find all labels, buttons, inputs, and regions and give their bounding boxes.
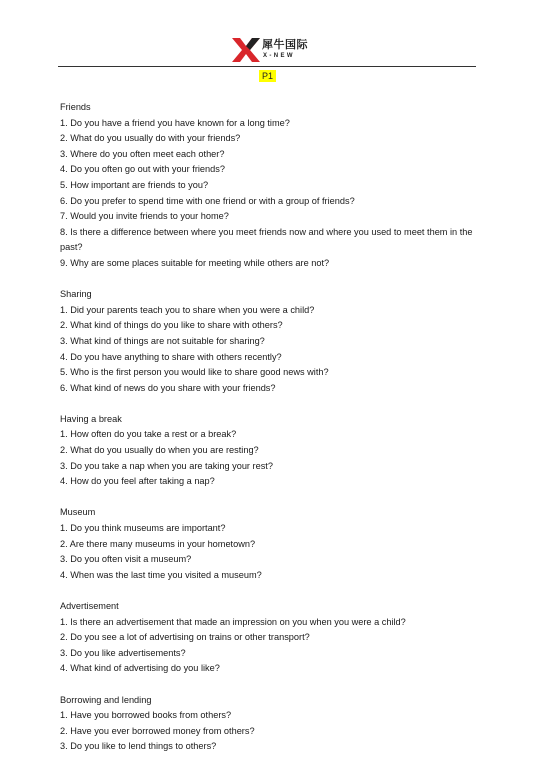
question-item: 3. What kind of things are not suitable for sharing? [60, 335, 265, 346]
topic-section [60, 287, 480, 396]
header-divider [58, 66, 476, 67]
question-item: 4. When was the last time you visited a museum? [60, 569, 262, 580]
question-item: 2. Have you ever borrowed money from others? [60, 725, 255, 736]
topic-title: Advertisement [60, 601, 119, 611]
question-item: 1. Do you think museums are important? [60, 523, 226, 534]
question-item: 8. Is there a difference between where you meet friends now and where you used to meet them in the past? [60, 226, 473, 253]
question-item: 1. Do you have a friend you have known for a long time? [60, 117, 290, 128]
topic-section [60, 412, 480, 490]
question-item: 2. Do you see a lot of advertising on trains or other transport? [60, 632, 310, 643]
topic-title: Friends [60, 102, 91, 112]
question-item: 3. Where do you often meet each other? [60, 148, 225, 159]
topic-section [60, 693, 480, 755]
question-item: 3. Do you like to lend things to others? [60, 741, 217, 752]
question-item: 5. How important are friends to you? [60, 179, 209, 190]
topic-title: Borrowing and lending [60, 694, 152, 705]
question-item: 3. Do you like advertisements? [60, 647, 186, 658]
question-item: 5. Who is the first person you would like to share good news with? [60, 367, 329, 378]
question-item: 3. Do you take a nap when you are taking your rest? [60, 460, 273, 471]
page-number-badge: P1 [259, 70, 276, 82]
question-item: 7. Would you invite friends to your home? [60, 211, 229, 222]
question-item: 6. Do you prefer to spend time with one friend or with a group of friends? [60, 195, 355, 206]
topic-title: Sharing [60, 289, 92, 300]
question-item: 9. Why are some places suitable for meeting while others are not? [60, 257, 330, 268]
x-logo-icon [232, 38, 260, 62]
question-item: 4. What kind of advertising do you like? [60, 663, 220, 674]
page-header [0, 0, 538, 81]
brand-name-cn: 犀牛国际 [262, 39, 308, 51]
question-item: 2. Are there many museums in your hometown? [60, 538, 256, 549]
question-item: 3. Do you often visit a museum? [60, 554, 192, 565]
topic-title: Museum [60, 507, 96, 518]
question-item: 2. What kind of things do you like to share with others? [60, 320, 283, 331]
topic-section [60, 505, 480, 583]
topic-section [60, 100, 480, 272]
topic-title: Having a break [60, 413, 122, 424]
brand-logo [232, 38, 312, 64]
question-list [60, 100, 480, 771]
question-item: 4. Do you have anything to share with others recently? [60, 351, 282, 362]
question-item: 1. How often do you take a rest or a break? [60, 429, 237, 440]
brand-name-en: X-NEW [263, 53, 295, 59]
question-item: 4. Do you often go out with your friends? [60, 164, 225, 175]
question-item: 1. Have you borrowed books from others? [60, 710, 232, 721]
question-item: 1. Did your parents teach you to share when you were a child? [60, 304, 315, 315]
question-item: 2. What do you usually do when you are resting? [60, 445, 259, 456]
topic-section [60, 599, 480, 677]
question-item: 6. What kind of news do you share with your friends? [60, 382, 276, 393]
question-item: 4. How do you feel after taking a nap? [60, 476, 215, 487]
question-item: 2. What do you usually do with your friends? [60, 133, 241, 144]
question-item: 1. Is there an advertisement that made an impression on you when you were a child? [60, 616, 406, 627]
